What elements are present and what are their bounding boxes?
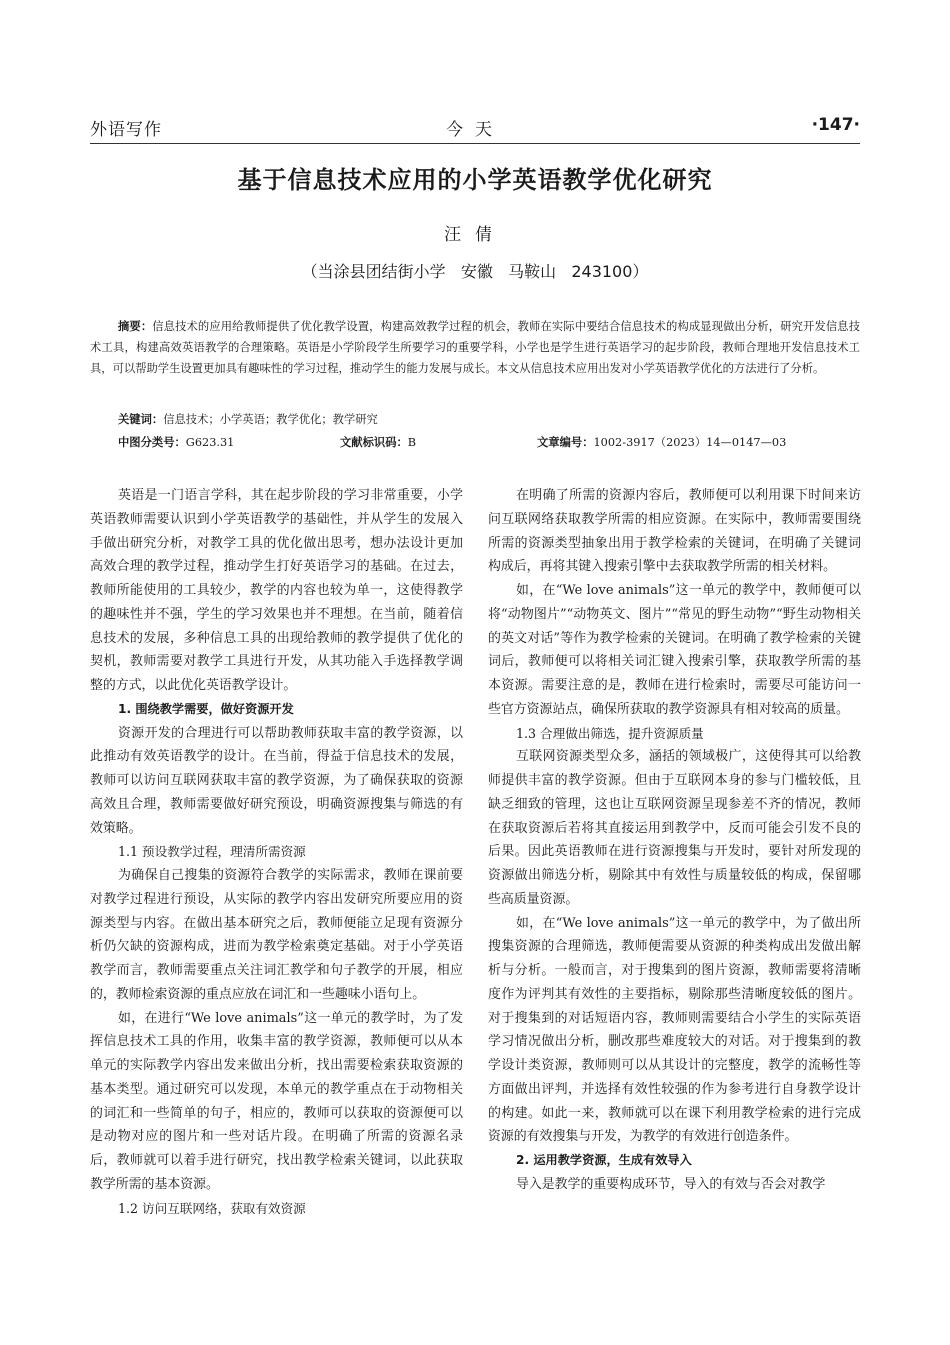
- body-paragraph: 如，在“We love animals”这一单元的教学中，教师便可以将“动物图片”“动物英文、图片”“常见的野生动物”“野生动物相关的英文对话”等作为教学检索的关键词。在明确了教学检索的关键词后，教师便可以将相关词汇键入搜索引擎，获取教学所需的基本资源。需要注意的是，教师在进行检索时，需要尽可能访问一些官方资源站点，确保所获取的教学资源具有相对较高的质量。: [488, 583, 861, 717]
- article-number-label: 文章编号：: [537, 436, 594, 449]
- body-paragraph: 如，在“We love animals”这一单元的教学中，为了做出所搜集资源的合理筛选，教师便需要从资源的种类构成出发做出解析与分析。一般而言，对于搜集到的图片资源，教师需要将清晰度作为评判其有效性的主要指标，剔除那些清晰度较低的图片。对于搜集到的对话短语内容，教师则需要结合小学生的实际英语学习情况做出分析，删改那些难度较大的对话。对于搜集到的教学设计类资源，教师则可以从其设计的完整度，教学的流畅性等方面做出评判，并选择有效性较强的作为参考进行自身教学设计的构建。如此一来，教师就可以在课下利用教学检索的进行完成资源的有效搜集与开发，为教学的有效进行创造条件。: [488, 915, 861, 1145]
- body-column-right: [488, 484, 861, 1284]
- doc-code-value: B: [407, 436, 417, 449]
- article-number-value: 1002-3917（2023）14—0147—03: [593, 436, 787, 449]
- keywords-text: 信息技术；小学英语；教学优化；教学研究: [163, 413, 378, 426]
- article-title: 基于信息技术应用的小学英语教学优化研究: [237, 166, 713, 194]
- body-paragraph: 互联网资源类型众多，涵括的领域极广，这使得其可以给教师提供丰富的教学资源。但由于互联网本身的参与门槛较低，且缺乏细致的管理，这也让互联网资源呈现参差不齐的情况，教师在获取资源后若将其直接运用到教学中，反而可能会引发不良的后果。因此英语教师在进行资源搜集与开发时，要针对所发现的资源做出筛选分析，剔除其中有效性与质量较低的构成，保留哪些高质量资源。: [488, 749, 861, 907]
- document-code: [340, 433, 416, 453]
- body-paragraph: 在明确了所需的资源内容后，教师便可以利用课下时间来访问互联网络获取教学所需的相应资源。在实际中，教师需要围绕所需的资源类型抽象出用于教学检索的关键词，在明确了关键词构成后，再将其键入搜索引擎中去获取教学所需的相关材料。: [488, 488, 861, 575]
- article-number: [537, 433, 786, 453]
- abstract-text: 信息技术的应用给教师提供了优化教学设置，构建高效教学过程的机会，教师在实际中要结合信息技术的构成显现做出分析，研究开发信息技术工具，构建高效英语教学的合理策略。英语是小学阶段学生所要学习的重要学科，小学也是学生进行英语学习的起步阶段，教师合理地开发信息技术工具，可以帮助学生设置更加具有趣味性的学习过程，推动学生的能力发展与成长。本文从信息技术应用出发对小学英语教学优化的方法进行了分析。: [90, 320, 860, 375]
- body-paragraph: 导入是教学的重要构成环节，导入的有效与否会对教学: [516, 1176, 826, 1192]
- keywords-label: 关键词：: [118, 413, 164, 426]
- doc-code-label: 文献标识码：: [340, 436, 408, 449]
- body-paragraph: 如，在进行“We love animals”这一单元的教学时，为了发挥信息技术工具的作用，收集丰富的教学资源，教师便可以从本单元的实际教学内容出发来做出分析，找出需要检索获取资源的基本类型。通过研究可以发现，本单元的教学重点在于动物相关的词汇和一些简单的句子，相应的，教师可以获取的资源便可以是动物对应的图片和一些对话片段。在明确了所需的资源名录后，教师就可以着手进行研究，找出教学检索关键词，以此获取教学所需的基本资源。: [90, 1010, 463, 1192]
- keywords: [118, 410, 378, 430]
- clc-number: [118, 433, 234, 453]
- clc-value: G623.31: [185, 436, 235, 449]
- subsection-heading: 1.1 预设教学过程，理清所需资源: [118, 844, 306, 860]
- header-page-number: ·147·: [811, 115, 860, 135]
- abstract-label: 摘要：: [118, 320, 153, 333]
- section-heading: 2. 运用教学资源，生成有效导入: [516, 1153, 692, 1167]
- body-paragraph: 为确保自己搜集的资源符合教学的实际需求，教师在课前要对教学过程进行预设，从实际的教学内容出发研究所要应用的资源类型与内容。在做出基本研究之后，教师便能立足现有资源分析仍欠缺的资源构成，进而为教学检索奠定基础。对于小学英语教学而言，教师需要重点关注词汇教学和句子教学的开展，相应的，教师检索资源的重点应放在词汇和一些趣味小语句上。: [90, 868, 463, 1002]
- body-paragraph: 资源开发的合理进行可以帮助教师获取丰富的教学资源，以此推动有效英语教学的设计。在当前，得益于信息技术的发展，教师可以访问互联网获取丰富的教学资源，为了确保获取的资源高效且合理，教师需要做好研究预设，明确资源搜集与筛选的有效策略。: [90, 725, 463, 836]
- running-header: [90, 113, 860, 144]
- body-paragraph: 英语是一门语言学科，其在起步阶段的学习非常重要，小学英语教师需要认识到小学英语教学的基础性，并从学生的发展入手做出研究分析，对教学工具的优化做出思考，想办法设计更加高效合理的教学过程，推动学生打好英语学习的基础。在过去，教师所能使用的工具较少，教学的内容也较为单一，这使得教学的趣味性并不强，学生的学习效果也并不理想。在当前，随着信息技术的发展，多种信息工具的出现给教师的教学提供了优化的契机，教师需要对教学工具进行开发，从其功能入手选择教学调整的方式，以此优化英语教学设计。: [90, 488, 463, 693]
- header-journal-name: 今天: [446, 120, 504, 140]
- body-column-left: [90, 484, 463, 1284]
- header-section-label: 外语写作: [90, 120, 162, 140]
- author-name: 汪倩: [444, 225, 506, 245]
- section-heading: 1. 围绕教学需要，做好资源开发: [118, 701, 294, 716]
- clc-label: 中图分类号：: [118, 436, 186, 449]
- subsection-heading: 1.2 访问互联网络，获取有效资源: [118, 1200, 306, 1216]
- subsection-heading: 1.3 合理做出筛选，提升资源质量: [516, 725, 704, 741]
- author-affiliation: （当涂县团结街小学 安徽 马鞍山 243100）: [301, 262, 649, 281]
- abstract: [90, 316, 860, 379]
